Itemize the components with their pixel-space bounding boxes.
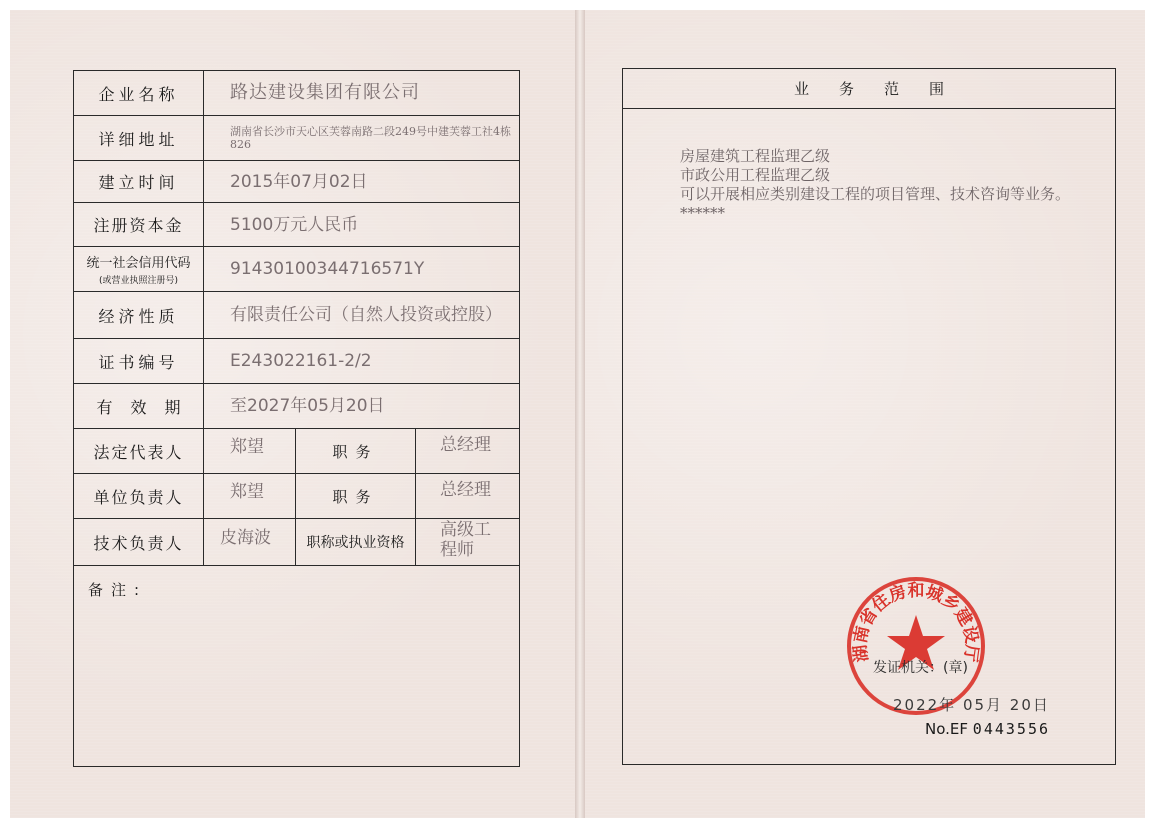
economic-nature-value: 有限责任公司（自然人投资或控股） xyxy=(230,305,502,325)
serial-prefix: No.EF xyxy=(925,720,969,738)
issue-date: 2022年 05月 20日 xyxy=(893,696,1050,714)
credit-code-value: 91430100344716571Y xyxy=(230,259,425,279)
row-legal-representative xyxy=(74,429,519,474)
established-label: 建立时间 xyxy=(74,161,204,202)
row-economic-nature xyxy=(74,292,519,339)
row-company-name xyxy=(74,71,519,116)
row-credit-code xyxy=(74,247,519,292)
legal-representative-title-label: 职务 xyxy=(296,429,416,473)
registered-capital-label: 注册资本金 xyxy=(74,203,204,246)
unit-head-label: 单位负责人 xyxy=(74,474,204,518)
unit-head-name: 郑望 xyxy=(204,474,296,518)
business-scope-text xyxy=(680,147,1080,223)
credit-code-label-sub: (或营业执照注册号) xyxy=(98,276,179,286)
row-address xyxy=(74,116,519,161)
serial-number xyxy=(925,720,1050,738)
remarks-label: 备注: xyxy=(88,581,148,599)
certificate-number-label: 证书编号 xyxy=(74,339,204,383)
serial-digits: 0443556 xyxy=(972,720,1051,738)
company-name-label: 企业名称 xyxy=(74,71,204,115)
row-registered-capital xyxy=(74,203,519,247)
scope-line: 房屋建筑工程监理乙级 xyxy=(680,147,831,165)
row-technical-head xyxy=(74,519,519,566)
legal-representative-name: 郑望 xyxy=(204,429,296,473)
technical-head-title-value: 高级工程师 xyxy=(440,520,491,560)
certificate-info-table xyxy=(73,70,520,767)
unit-head-title-value: 总经理 xyxy=(440,480,491,500)
certificate-number-value: E243022161-2/2 xyxy=(230,351,372,371)
company-name-value: 路达建设集团有限公司 xyxy=(230,82,420,103)
issuing-authority-label: 发证机关：(章) xyxy=(873,660,968,676)
legal-representative-label: 法定代表人 xyxy=(74,429,204,473)
technical-head-name: 皮海波 xyxy=(204,519,296,565)
legal-representative-title-value: 总经理 xyxy=(440,435,491,455)
row-validity xyxy=(74,384,519,429)
registered-capital-value: 5100万元人民币 xyxy=(230,214,359,235)
address-label: 详细地址 xyxy=(74,116,204,160)
credit-code-label xyxy=(74,247,204,291)
scope-line: 市政公用工程监理乙级 xyxy=(680,166,831,184)
book-spine xyxy=(575,10,585,818)
credit-code-label-main: 统一社会信用代码 xyxy=(86,256,191,271)
address-value: 湖南省长沙市天心区芙蓉南路二段249号中建芙蓉工社4栋826 xyxy=(230,125,511,151)
business-scope-heading: 业务范围 xyxy=(623,69,1115,109)
row-certificate-number xyxy=(74,339,519,384)
established-value: 2015年07月02日 xyxy=(230,171,368,192)
validity-value: 至2027年05月20日 xyxy=(230,396,385,416)
validity-label: 有效期 xyxy=(74,384,204,428)
scope-line: 可以开展相应类别建设工程的项目管理、技术咨询等业务。****** xyxy=(680,185,1071,222)
seal-text: 湖南省住房和城乡建设厅 xyxy=(850,581,982,664)
unit-head-title-label: 职务 xyxy=(296,474,416,518)
row-unit-head xyxy=(74,474,519,519)
row-established xyxy=(74,161,519,203)
technical-head-label: 技术负责人 xyxy=(74,519,204,565)
technical-head-title-label: 职称或执业资格 xyxy=(296,519,416,565)
economic-nature-label: 经济性质 xyxy=(74,292,204,338)
